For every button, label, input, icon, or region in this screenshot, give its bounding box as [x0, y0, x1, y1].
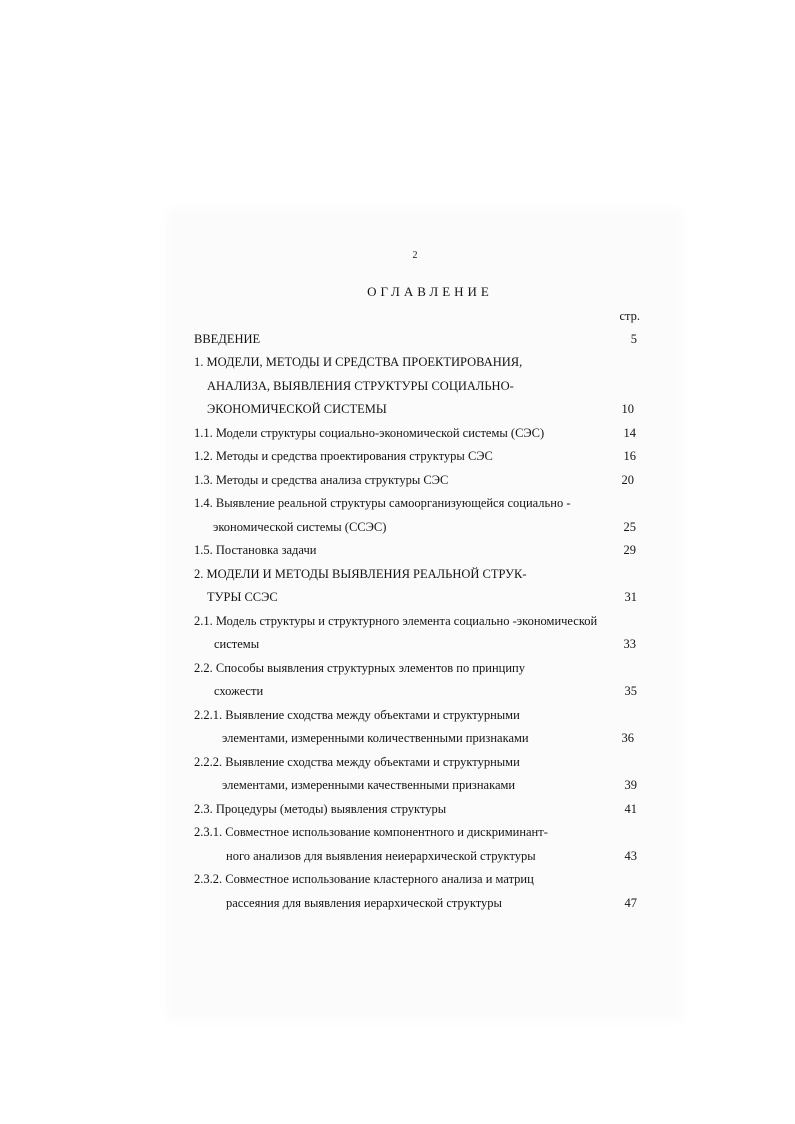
toc-entry-chapter-1-cont: АНАЛИЗА, ВЫЯВЛЕНИЯ СТРУКТУРЫ СОЦИАЛЬНО-: [207, 379, 514, 393]
toc-page-number: 25: [623, 520, 636, 534]
toc-entry-2-3-2: 2.3.2. Совместное использование кластерного анализа и матриц: [194, 872, 534, 886]
toc-entry-2-3-2-cont: рассеяния для выявления иерархической структуры: [226, 896, 502, 910]
toc-entry-2-1-cont: системы: [214, 637, 260, 651]
toc-entry-2-3-1: 2.3.1. Совместное использование компонентного и дискриминант-: [194, 825, 548, 839]
toc-page-number: 35: [624, 684, 637, 698]
page-number: 2: [412, 250, 418, 261]
toc-entry-2-2-1-cont: элементами, измеренными количественными признаками: [222, 731, 529, 745]
toc-entry-chapter-1-cont: ЭКОНОМИЧЕСКОЙ СИСТЕМЫ: [207, 402, 387, 416]
toc-entry-2-1: 2.1. Модель структуры и структурного элемента социально -экономической: [194, 614, 598, 628]
toc-page-number: 29: [623, 543, 636, 557]
toc-entry-1-3: 1.3. Методы и средства анализа структуры СЭС: [194, 473, 449, 487]
toc-entry-2-2-1: 2.2.1. Выявление сходства между объектами и структурными: [194, 708, 520, 722]
toc-page-number: 14: [623, 426, 636, 440]
toc-entry-1-5: 1.5. Постановка задачи: [194, 543, 317, 557]
toc-page-number: 16: [623, 449, 636, 463]
toc-heading: ОГЛАВЛЕНИЕ: [367, 284, 493, 299]
toc-page-number: 20: [621, 473, 634, 487]
toc-page-number: 41: [624, 802, 637, 816]
toc-page-number: 10: [621, 402, 634, 416]
toc-entry-2-2-2-cont: элементами, измеренными качественными признаками: [222, 778, 516, 792]
toc-entry-1-2: 1.2. Методы и средства проектирования структуры СЭС: [194, 449, 493, 463]
toc-entry-chapter-1: 1. МОДЕЛИ, МЕТОДЫ И СРЕДСТВА ПРОЕКТИРОВАНИЯ,: [194, 355, 523, 369]
toc-entry-introduction: ВВЕДЕНИЕ: [194, 332, 261, 346]
toc-entry-1-4: 1.4. Выявление реальной структуры самоорганизующейся социально -: [194, 496, 571, 510]
toc-entry-2-2-cont: схожести: [214, 684, 264, 698]
toc-page-number: 31: [624, 590, 637, 604]
toc-page-number: 43: [624, 849, 637, 863]
toc-page-number: 39: [624, 778, 637, 792]
toc-page-number: 47: [624, 896, 637, 910]
toc-page-number: 5: [630, 332, 637, 346]
toc-entry-chapter-2-cont: ТУРЫ ССЭС: [207, 590, 278, 604]
toc-entry-chapter-2: 2. МОДЕЛИ И МЕТОДЫ ВЫЯВЛЕНИЯ РЕАЛЬНОЙ СТРУК-: [194, 567, 527, 581]
toc-entry-2-2-2: 2.2.2. Выявление сходства между объектами и структурными: [194, 755, 520, 769]
toc-page-number: 36: [621, 731, 634, 745]
toc-page-number: 33: [623, 637, 636, 651]
page-column-label: стр.: [619, 309, 640, 323]
toc-entry-2-2: 2.2. Способы выявления структурных элементов по принципу: [194, 661, 525, 675]
toc-entry-1-4-cont: экономической системы (ССЭС): [213, 520, 387, 534]
toc-entry-1-1: 1.1. Модели структуры социально-экономической системы (СЭС): [194, 426, 545, 440]
toc-entry-2-3-1-cont: ного анализов для выявления неиерархической структуры: [226, 849, 536, 863]
toc-entry-2-3: 2.3. Процедуры (методы) выявления структуры: [194, 802, 447, 816]
